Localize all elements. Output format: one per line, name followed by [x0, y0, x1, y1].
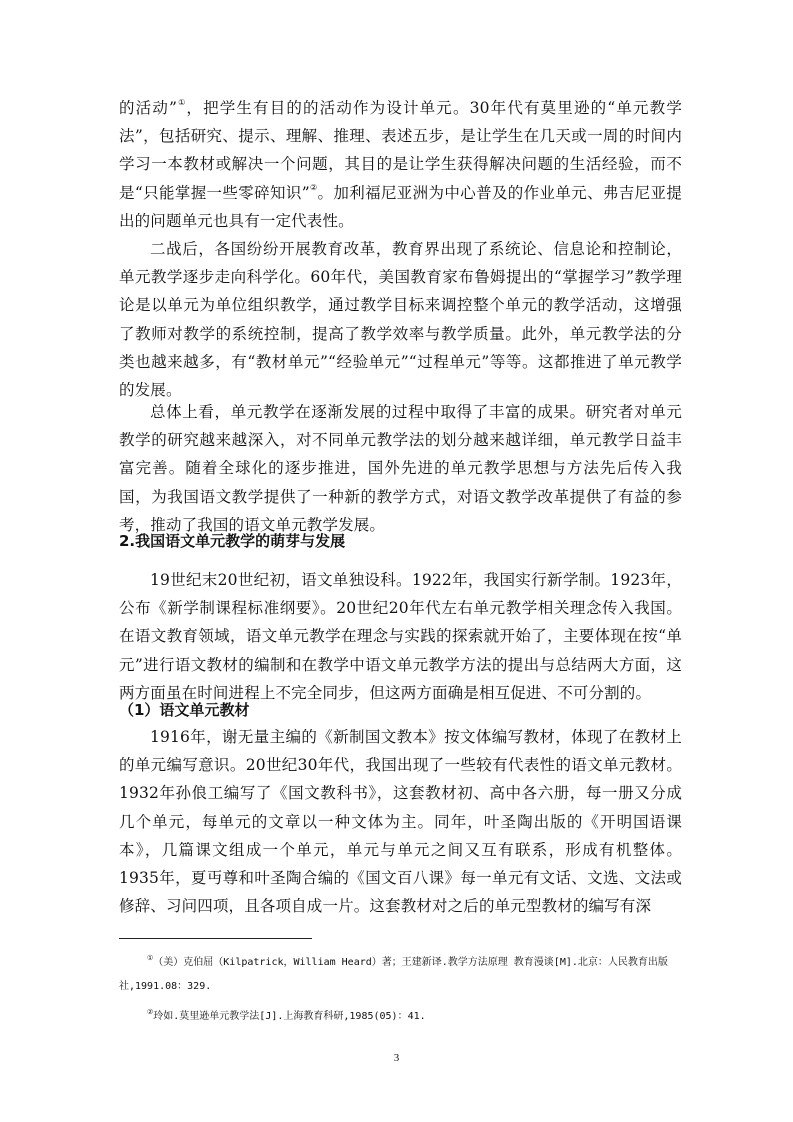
paragraph-early-development: 19世纪末20世纪初，语文单独设科。1922年，我国实行新学制。1923年，公布《新学制课程标准纲要》。20世纪20年代左右单元教学相关理念传入我国。在语文教育领域，语文单元教学在理念与实践的探索就开始了，主要体现在按“单元”进行语文教材的编制和在教学中语文单元教学方法的提出与总结两大方面，这两方面虽在时间进程上不完全同步，但这两方面确是相互促进、不可分割的。: [119, 571, 682, 702]
paragraph-summary: 总体上看，单元教学在逐渐发展的过程中取得了丰富的成果。研究者对单元教学的研究越来越深入，对不同单元教学法的划分越来越详细，单元教学日益丰富完善。随着全球化的逐步推进，国外先进的单元教学思想与方法先后传入我国，为我国语文教学提供了一种新的教学方式，对语文教学改革提供了有益的参考，推动了我国的语文单元教学发展。: [119, 403, 682, 534]
p1-text-a: 的活动”: [119, 99, 178, 117]
footnote-2-mark: ②: [147, 1008, 154, 1016]
page-number: 3: [393, 1052, 400, 1064]
subsection-heading-unit-textbooks: （1）语文单元教材: [119, 701, 250, 719]
p1-text-b: ，把学生有目的的活动作为设计单元。30年代有莫里逊的“单元教学法”，包括研究、提示、理解、推理、表述五步，是让学生在几天或一周的时间内学习一本教材或解决一个问题，其目的是让学生获得解决问题的生活经验，而不是“只能掌握一些零碎知识”: [119, 99, 682, 202]
paragraph-unit-textbooks: 1916年，谢无量主编的《新制国文教本》按文体编写教材，体现了在教材上的单元编写意识。20世纪30年代，我国出现了一些较有代表性的语文单元教材。1932年孙俍工编写了《国文教科书》，这套教材初、高中各六册，每一册又分成几个单元，每单元的文章以一种文体为主。同年，叶圣陶出版的《开明国语课本》，几篇课文组成一个单元，单元与单元之间又互有联系，形成有机整体。1935年，夏丏尊和叶圣陶合编的《国文百八课》每一单元有文话、文选、文法或修辞、习问四项，且各项自成一片。这套教材对之后的单元型教材的编写有深: [119, 728, 682, 916]
footnote-divider: [119, 938, 312, 939]
footnote-2-text: 玲如.莫里逊单元教学法[J].上海教育科研,1985(05)：41.: [153, 1011, 426, 1022]
paragraph-postwar-reform: 二战后，各国纷纷开展教育改革，教育界出现了系统论、信息论和控制论，单元教学逐步走向科学化。60年代，美国教育家布鲁姆提出的“掌握学习”教学理论是以单元为单位组织教学，通过教学目标来调控整个单元的教学活动，这增强了教师对教学的系统控制，提高了教学效率与教学质量。此外，单元教学法的分类也越来越多，有“教材单元”“经验单元”“过程单元”等等。这都推进了单元教学的发展。: [119, 240, 682, 400]
footnote-2: [119, 1005, 682, 1029]
paragraph-activity-units: [119, 94, 682, 235]
footnote-1-text: （美）克伯屈（Kilpatrick，William Heard）著；王建新译.教学方法原理 教育漫谈[M].北京：人民教育出版社,1991.08：329.: [119, 957, 668, 992]
p1-text-c: 。加利福尼亚洲为中心普及的作业单元、弗吉尼亚提出的问题单元也具有一定代表性。: [119, 183, 682, 230]
footnote-1-mark: ①: [147, 954, 154, 962]
footnote-ref-2[interactable]: ②: [309, 182, 318, 192]
footnote-ref-1[interactable]: ①: [177, 98, 187, 107]
footnote-1: [119, 951, 682, 999]
section-heading-china-unit-teaching: 2.我国语文单元教学的萌芽与发展: [119, 532, 346, 550]
